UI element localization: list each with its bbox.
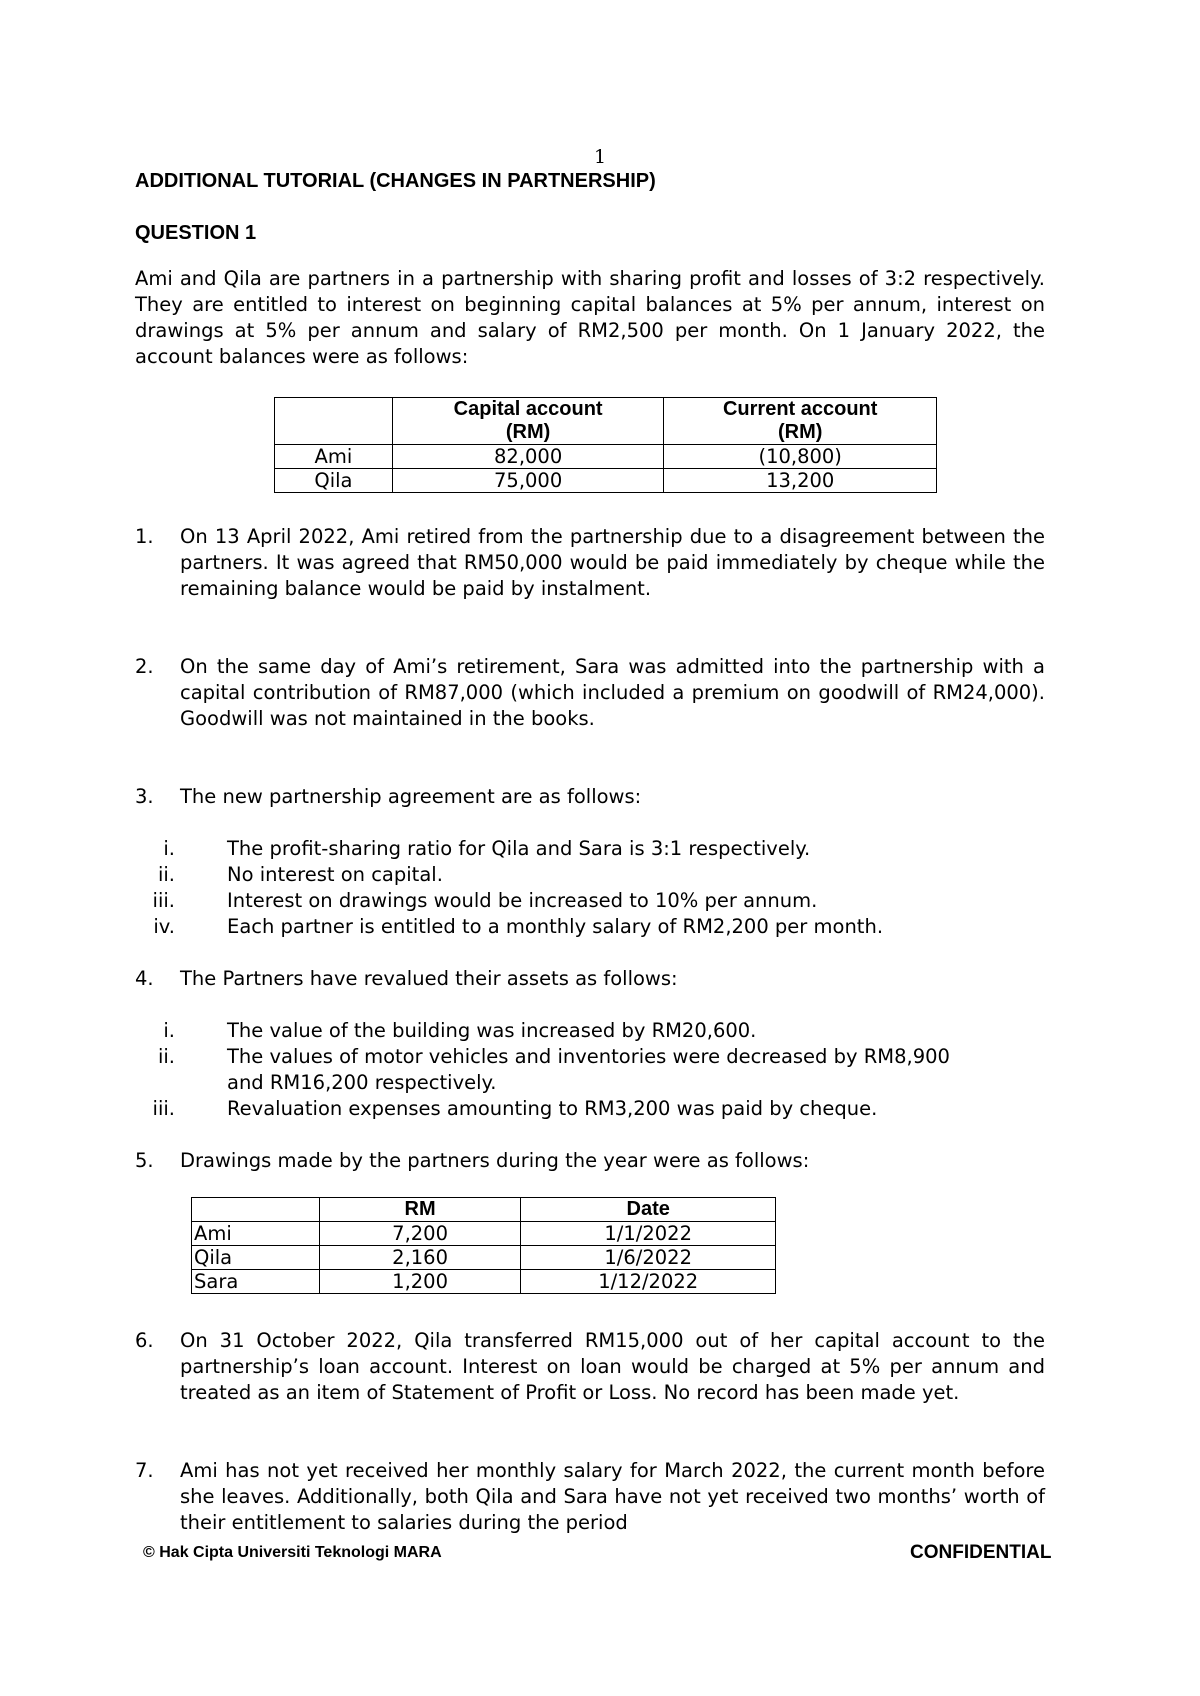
roman-numeral: iii. bbox=[152, 889, 175, 912]
table-row bbox=[192, 1270, 776, 1294]
roman-numeral: i. bbox=[163, 1019, 175, 1042]
item-number: 2. bbox=[135, 655, 154, 678]
sub-item-text: The profit-sharing ratio for Qila and Sara is 3:1 respectively. bbox=[227, 837, 811, 860]
item-text: The Partners have revalued their assets as follows: bbox=[180, 967, 678, 990]
table-header-cell: RM bbox=[319, 1198, 521, 1222]
roman-numeral: ii. bbox=[157, 863, 175, 886]
item-text: The new partnership agreement are as follows: bbox=[180, 785, 642, 808]
drawings-table bbox=[191, 1197, 776, 1294]
table-cell: Ami bbox=[275, 445, 393, 469]
table-cell: 75,000 bbox=[392, 469, 664, 493]
sub-item-text: Each partner is entitled to a monthly salary of RM2,200 per month. bbox=[227, 915, 884, 938]
table-cell: 1/12/2022 bbox=[521, 1270, 776, 1294]
item-text: On the same day of Ami’s retirement, Sara was admitted into the partnership with a capital contribution of RM87,000 (which included a premium on goodwill of RM24,000). Goodwill was not maintained in the books. bbox=[180, 655, 1045, 730]
item-text: Ami has not yet received her monthly salary for March 2022, the current month before she leaves. Additionally, both Qila and Sara have not yet received two months’ worth of their entitlement to salaries during the period bbox=[180, 1459, 1045, 1534]
item-text: Drawings made by the partners during the year were as follows: bbox=[180, 1149, 810, 1172]
table-header-cell bbox=[275, 398, 393, 445]
current-header-line1: Current account bbox=[722, 398, 878, 420]
question-heading: QUESTION 1 bbox=[135, 222, 257, 244]
current-header-line2: (RM) bbox=[777, 421, 823, 443]
item-number: 6. bbox=[135, 1329, 154, 1352]
table-cell: 7,200 bbox=[319, 1222, 521, 1246]
table-cell: 1/1/2022 bbox=[521, 1222, 776, 1246]
sub-item-text: No interest on capital. bbox=[227, 863, 443, 886]
item-number: 1. bbox=[135, 525, 154, 548]
table-header-cell bbox=[392, 398, 664, 445]
roman-numeral: i. bbox=[163, 837, 175, 860]
page-number: 1 bbox=[593, 146, 607, 168]
table-header-row bbox=[192, 1198, 776, 1222]
item-number: 7. bbox=[135, 1459, 154, 1482]
sub-item-text: The values of motor vehicles and inventories were decreased by RM8,900 and RM16,200 respectively. bbox=[227, 1045, 950, 1094]
table-cell: 2,160 bbox=[319, 1246, 521, 1270]
table-header-cell bbox=[664, 398, 937, 445]
table-row bbox=[192, 1246, 776, 1270]
table-row bbox=[192, 1222, 776, 1246]
table-cell: 1,200 bbox=[319, 1270, 521, 1294]
roman-numeral: iv. bbox=[153, 915, 175, 938]
table-cell: 82,000 bbox=[392, 445, 664, 469]
capital-header-line2: (RM) bbox=[505, 421, 551, 443]
item-text: On 13 April 2022, Ami retired from the partnership due to a disagreement between the partners. It was agreed that RM50,000 would be paid immediately by cheque while the remaining balance would be paid by instalment. bbox=[180, 525, 1045, 600]
confidential-label: CONFIDENTIAL bbox=[910, 1542, 1052, 1563]
table-cell: Qila bbox=[275, 469, 393, 493]
table-cell: Sara bbox=[192, 1270, 320, 1294]
item-number: 3. bbox=[135, 785, 154, 808]
table-header-row bbox=[275, 398, 937, 445]
sub-item-text: Revaluation expenses amounting to RM3,200 was paid by cheque. bbox=[227, 1097, 878, 1120]
table-cell: (10,800) bbox=[664, 445, 937, 469]
copyright-footer: © Hak Cipta Universiti Teknologi MARA bbox=[143, 1544, 442, 1561]
sub-item-text: Interest on drawings would be increased to 10% per annum. bbox=[227, 889, 818, 912]
item-number: 5. bbox=[135, 1149, 154, 1172]
sub-item-text: The value of the building was increased by RM20,600. bbox=[227, 1019, 757, 1042]
capital-header-line1: Capital account bbox=[453, 398, 603, 420]
table-cell: Qila bbox=[192, 1246, 320, 1270]
roman-numeral: iii. bbox=[152, 1097, 175, 1120]
balances-table bbox=[274, 397, 937, 493]
table-header-cell: Date bbox=[521, 1198, 776, 1222]
table-header-cell bbox=[192, 1198, 320, 1222]
item-number: 4. bbox=[135, 967, 154, 990]
roman-numeral: ii. bbox=[157, 1045, 175, 1068]
question-intro: Ami and Qila are partners in a partnership with sharing profit and losses of 3:2 respectively. They are entitled to interest on beginning capital balances at 5% per annum, interest on drawings at 5% per annum and salary of RM2,500 per month. On 1 January 2022, the account balances were as follows: bbox=[135, 267, 1045, 368]
table-row bbox=[275, 445, 937, 469]
table-cell: 13,200 bbox=[664, 469, 937, 493]
table-cell: Ami bbox=[192, 1222, 320, 1246]
document-title: ADDITIONAL TUTORIAL (CHANGES IN PARTNERSHIP) bbox=[135, 170, 656, 192]
table-row bbox=[275, 469, 937, 493]
item-text: On 31 October 2022, Qila transferred RM15,000 out of her capital account to the partnership’s loan account. Interest on loan would be charged at 5% per annum and treated as an item of Statement of Profit or Loss. No record has been made yet. bbox=[180, 1329, 1045, 1404]
table-cell: 1/6/2022 bbox=[521, 1246, 776, 1270]
